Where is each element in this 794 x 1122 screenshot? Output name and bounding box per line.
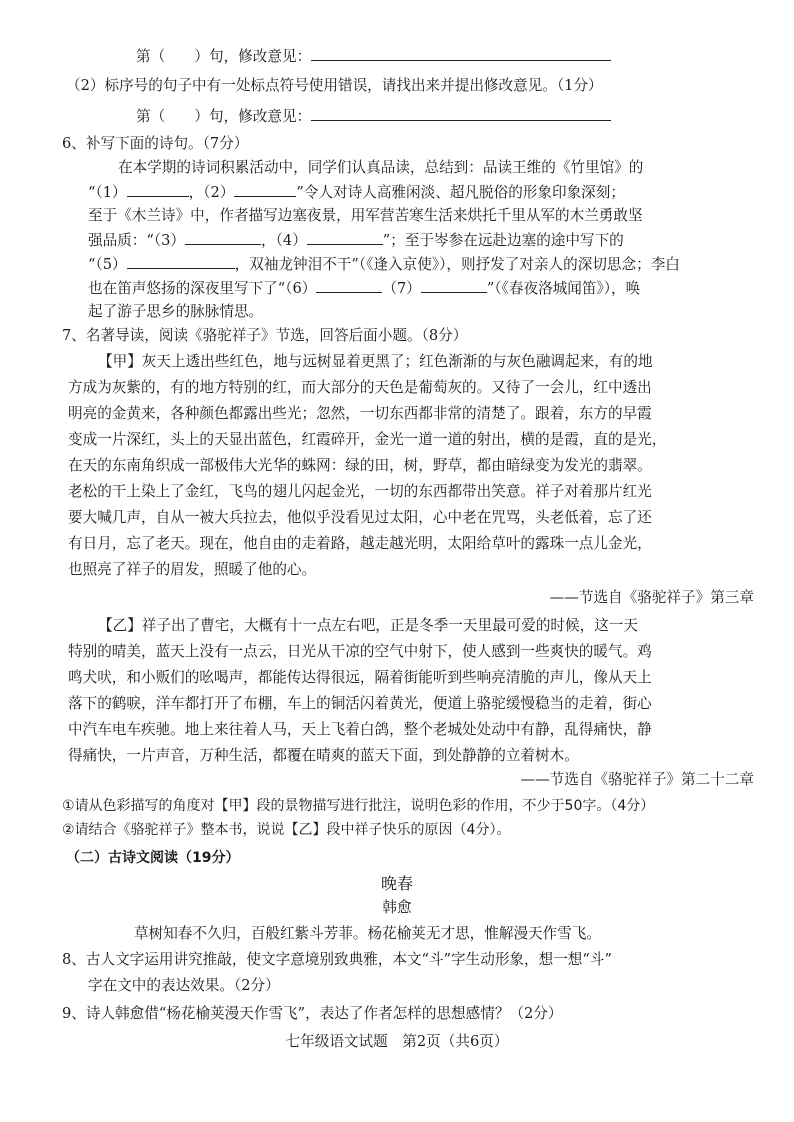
answer-blank-3[interactable]: [185, 230, 261, 245]
q7-yi-source: ——节选自《骆驼祥子》第二十二章: [520, 771, 754, 788]
q5-subquestion-2: （2）标序号的句子中有一处标点符号使用错误，请找出来并提出修改意见。（1分）: [66, 77, 603, 94]
passage-line: 【甲】灰天上透出些红色，地与远树显着更黑了；红色渐渐的与灰色融调起来，有的地: [98, 353, 653, 370]
q6-line-3: 至于《木兰诗》中，作者描写边塞夜景，用军营苦寒生活来烘托千里从军的木兰勇敢坚: [88, 207, 643, 224]
passage-line: 老松的干上染上了金红，飞鸟的翅儿闪起金光，一切的东西都带出笑意。祥子对着那片红光: [68, 483, 652, 500]
part2-title: （二）古诗文阅读（19分）: [66, 850, 240, 866]
passage-line: 也照亮了祥子的眉发，照暖了他的心。: [68, 561, 317, 578]
q6-line-2: [88, 182, 625, 203]
passage-line: 明亮的金黄来，各种颜色都露出些光；忽然，一切东西都非常的清楚了。跟着，东方的早霞: [68, 405, 652, 422]
answer-blank[interactable]: [311, 106, 611, 121]
q9-line-1: 9、诗人韩愈借“杨花榆荚漫天作雪飞”，表达了作者怎样的思想感情？（2分）: [62, 1005, 563, 1022]
poem-author: 韩愈: [382, 899, 412, 916]
passage-line: 得痛快，一片声音，万种生活，都覆在晴爽的蓝天下面，到处静静的立着树木。: [68, 747, 579, 764]
q5-line-1-label: 第（ ）句，修改意见：: [136, 48, 312, 65]
passage-line: 要大喊几声，自从一被大兵拉去，他似乎没看见过太阳，心中老在咒骂，头老低着，忘了还: [68, 509, 652, 526]
page-footer: 七年级语文试题 第2页（共6页）: [285, 1033, 509, 1050]
poem-title: 晚春: [380, 874, 413, 893]
passage-line: 在天的东南角织成一部极伟大光华的蛛网：绿的田，树，野草，都由暗绿变为发光的翡翠。: [68, 457, 652, 474]
q7-jia-source: ——节选自《骆驼祥子》第三章: [549, 589, 754, 606]
q7-subquestion-1: ①请从色彩描写的角度对【甲】段的景物描写进行批注，说明色彩的作用，不少于50字。（4分）: [62, 798, 655, 814]
passage-line: 方成为灰紫的，有的地方特别的红，而大部分的天色是葡萄灰的。又待了一会儿，红中透出: [68, 379, 652, 396]
q8-line-1: 8、古人文字运用讲究推敲，使文字意境别致典雅，本文“斗”字生动形象，想一想“斗”: [62, 951, 612, 968]
passage-line: 变成一片深红，头上的天显出蓝色，红霞碎开，金光一道一道的射出，横的是霞，直的是光，: [68, 431, 667, 448]
passage-line: 落下的鹤唳，洋车都打开了布棚，车上的铜活闪着黄光，便道上骆驼缓慢稳当的走着，街心: [68, 695, 652, 712]
answer-blank-7[interactable]: [421, 278, 487, 293]
answer-blank-5[interactable]: [127, 254, 235, 269]
passage-line: 鸣犬吠，和小贩们的吆喝声，都能传达得很远，隔着街能听到些响亮清脆的声儿，像从天上: [68, 669, 652, 686]
q6-text: 也在笛声悠扬的深夜里写下了“（6）: [88, 280, 317, 297]
q6-text: ，（2）: [188, 184, 235, 201]
q6-line-1: 在本学期的诗词积累活动中，同学们认真品读，总结到：品读王维的《竹里馆》的: [118, 159, 644, 176]
q6-text: ”；至于岑参在远赴边塞的途中写下的: [382, 232, 624, 249]
q6-line-5: [88, 254, 680, 275]
q7-title: 7、名著导读，阅读《骆驼祥子》节选，回答后面小题。（8分）: [62, 327, 468, 344]
q8-line-2: 字在文中的表达效果。（2分）: [88, 977, 280, 994]
q6-text: “（5）: [88, 256, 127, 273]
q6-text: ”（《春夜洛城闻笛》），唤: [486, 280, 641, 297]
q6-text: “（1）: [88, 184, 127, 201]
q5-line-2-label: 第（ ）句，修改意见：: [136, 108, 312, 125]
q6-text: （7）: [382, 280, 421, 297]
q5-answer-line-2: [136, 106, 611, 127]
q6-text: ，双袖龙钟泪不干”（《逢入京使》），则抒发了对亲人的深切思念；李白: [234, 256, 680, 273]
answer-blank-6[interactable]: [316, 278, 382, 293]
answer-blank-1[interactable]: [127, 182, 189, 197]
answer-blank-4[interactable]: [307, 230, 383, 245]
passage-line: 中汽车电车疾驰。地上来往着人马，天上飞着白鸽，整个老城处处动中有静，乱得痛快，静: [68, 721, 652, 738]
q6-text: 强品质：“（3）: [88, 232, 186, 249]
poem-text: 草树知春不久归，百般红紫斗芳菲。杨花榆荚无才思，惟解漫天作雪飞。: [134, 925, 602, 942]
q6-text: ，（4）: [261, 232, 307, 249]
answer-blank[interactable]: [311, 46, 611, 61]
q6-line-7: 起了游子思乡的脉脉情思。: [88, 303, 264, 320]
passage-line: 有日月，忘了老天。现在，他自由的走着路，越走越光明，太阳给草叶的露珠一点儿金光，: [68, 535, 652, 552]
q6-line-4: [88, 230, 624, 251]
q7-subquestion-2: ②请结合《骆驼祥子》整本书，说说【乙】段中祥子快乐的原因（4分）。: [62, 822, 511, 838]
q6-title: 6、补写下面的诗句。（7分）: [62, 135, 249, 152]
q5-answer-line-1: [136, 46, 611, 67]
passage-line: 特别的晴美，蓝天上没有一点云，日光从干凉的空气中射下，使人感到一些爽快的暖气。鸡: [68, 643, 652, 660]
answer-blank-2[interactable]: [234, 182, 296, 197]
q6-text: ”令人对诗人高雅闲淡、超凡脱俗的形象印象深刻；: [296, 184, 625, 201]
q6-line-6: [88, 278, 640, 299]
passage-line: 【乙】祥子出了曹宅，大概有十一点左右吧，正是冬季一天里最可爱的时候，这一天: [98, 617, 638, 634]
